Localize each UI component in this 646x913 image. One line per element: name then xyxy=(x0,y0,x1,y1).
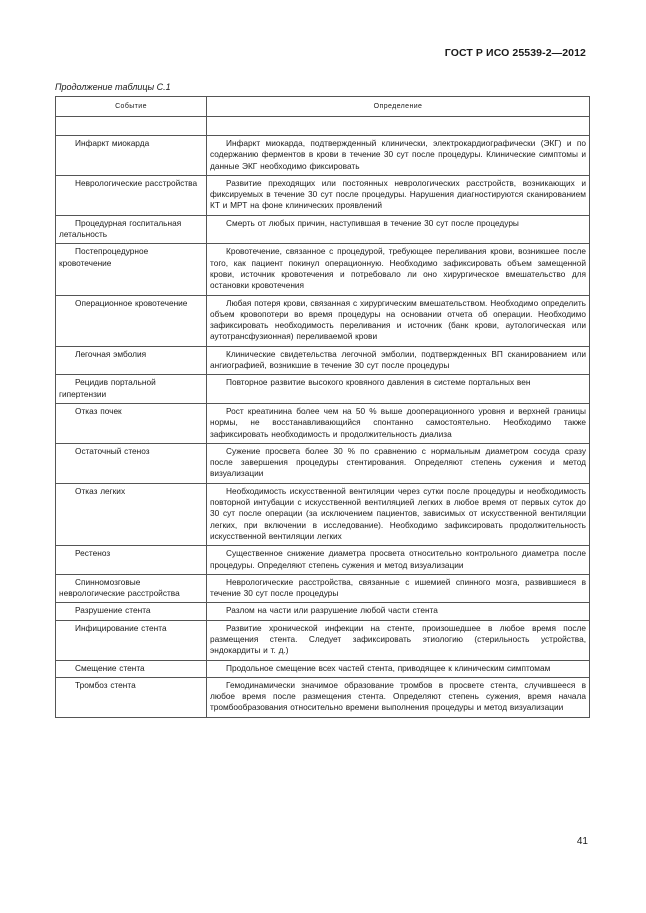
page-number: 41 xyxy=(576,836,588,847)
table-row xyxy=(56,620,590,660)
column-header-event: Событие xyxy=(56,97,207,117)
table-row xyxy=(56,244,590,295)
definition-cell: Существенное снижение диаметра просвета относительно контрольного диаметра после процедуры. Определяют степень сужения и метод визуализации xyxy=(207,546,590,575)
events-table xyxy=(55,96,590,718)
definition-cell: Рост креатинина более чем на 50 % выше дооперационного уровня и верхней границы нормы, не восстанавливающийся спонтанно самостоятельно. Необходимо также зафиксировать необходимость и продолжительность диализа xyxy=(207,403,590,443)
event-cell: Постепроцедурное кровотечение xyxy=(56,244,207,295)
definition-cell: Разлом на части или разрушение любой части стента xyxy=(207,603,590,620)
definition-cell: Любая потеря крови, связанная с хирургическим вмешательством. Необходимо определить объем кровопотери во время процедуры на основании отчета об операции. Необходимо зафиксировать необходимость переливания и источник (банк крови, аутологическая или аутотрансфузионная) переливаемой крови xyxy=(207,295,590,346)
table-row xyxy=(56,660,590,677)
event-cell: Инфаркт миокарда xyxy=(56,136,207,176)
definition-cell: Смерть от любых причин, наступившая в течение 30 сут после процедуры xyxy=(207,215,590,244)
definition-cell: Развитие преходящих или постоянных неврологических расстройств, возникающих и фиксируемых в течение 30 сут после процедуры. Нарушения диагностируются сканированием КТ и МРТ на фоне клинических проявлений xyxy=(207,175,590,215)
event-cell: Тромбоз стента xyxy=(56,677,207,717)
table-row xyxy=(56,403,590,443)
event-cell: Операционное кровотечение xyxy=(56,295,207,346)
table-row xyxy=(56,136,590,176)
table-row xyxy=(56,677,590,717)
table-header-row xyxy=(56,97,590,117)
event-cell: Процедурная госпитальная летальность xyxy=(56,215,207,244)
definition-cell: Инфаркт миокарда, подтвержденный клинически, электрокардиографически (ЭКГ) и по содержанию ферментов в крови в течение 30 сут после процедуры. Клинические симптомы и данные ЭКГ необходимо фиксировать xyxy=(207,136,590,176)
column-header-definition: Определение xyxy=(207,97,590,117)
event-cell: Легочная эмболия xyxy=(56,346,207,375)
event-cell: Неврологические расстройства xyxy=(56,175,207,215)
definition-cell: Развитие хронической инфекции на стенте, произошедшее в любое время после размещения стента. Следует зафиксировать этиологию (стерильность устройства, эндокардиты и т. д.) xyxy=(207,620,590,660)
table-row xyxy=(56,546,590,575)
event-cell: Разрушение стента xyxy=(56,603,207,620)
definition-cell: Сужение просвета более 30 % по сравнению с нормальным диаметром сосуда сразу после завершения процедуры стентирования. Определяют степень сужения и метод визуализации xyxy=(207,443,590,483)
table-row xyxy=(56,603,590,620)
definition-cell: Неврологические расстройства, связанные с ишемией спинного мозга, развившиеся в течение 30 сут после процедуры xyxy=(207,574,590,603)
event-cell: Рецидив портальной гипертензии xyxy=(56,375,207,404)
definition-cell: Кровотечение, связанное с процедурой, требующее переливания крови, возникшее после того, как пациент покинул операционную. Необходимо зафиксировать объем замещенной крови, источник кровотечения и потребовало ли оно хирургическое вмешательство для остановки кровотечения xyxy=(207,244,590,295)
event-cell: Остаточный стеноз xyxy=(56,443,207,483)
table-spacer-row xyxy=(56,117,590,136)
table-row xyxy=(56,483,590,545)
table-row xyxy=(56,215,590,244)
table-caption: Продолжение таблицы С.1 xyxy=(55,82,171,92)
table-row xyxy=(56,175,590,215)
event-cell: Инфицирование стента xyxy=(56,620,207,660)
table-row xyxy=(56,443,590,483)
event-cell: Отказ почек xyxy=(56,403,207,443)
definition-cell: Продольное смещение всех частей стента, приводящее к клиническим симптомам xyxy=(207,660,590,677)
definition-cell: Повторное развитие высокого кровяного давления в системе портальных вен xyxy=(207,375,590,404)
definition-cell: Клинические свидетельства легочной эмболии, подтвержденных ВП сканированием или ангиографией, возникшие в течение 30 сут после процедуры xyxy=(207,346,590,375)
table-row xyxy=(56,375,590,404)
table-row xyxy=(56,346,590,375)
definition-cell: Необходимость искусственной вентиляции через сутки после процедуры и необходимость повторной интубации с искусственной вентиляцией легких в любое время от первых суток до 30 сут после операции (за исключением пациентов, зависимых от искусственной вентиляции легких, при включении в исследование). Необходимо зафиксировать продолжительность искусственной вентиляции легких xyxy=(207,483,590,545)
event-cell: Рестеноз xyxy=(56,546,207,575)
table-row xyxy=(56,574,590,603)
document-header: ГОСТ Р ИСО 25539-2—2012 xyxy=(444,47,586,59)
table-row xyxy=(56,295,590,346)
event-cell: Спинномозговые неврологические расстройства xyxy=(56,574,207,603)
event-cell: Отказ легких xyxy=(56,483,207,545)
event-cell: Смещение стента xyxy=(56,660,207,677)
table-body xyxy=(56,117,590,718)
definition-cell: Гемодинамически значимое образование тромбов в просвете стента, случившееся в любое время после размещения стента. Определяют степень сужения, время начала тромбообразования относительно времени выполнения процедуры и метод визуализации xyxy=(207,677,590,717)
